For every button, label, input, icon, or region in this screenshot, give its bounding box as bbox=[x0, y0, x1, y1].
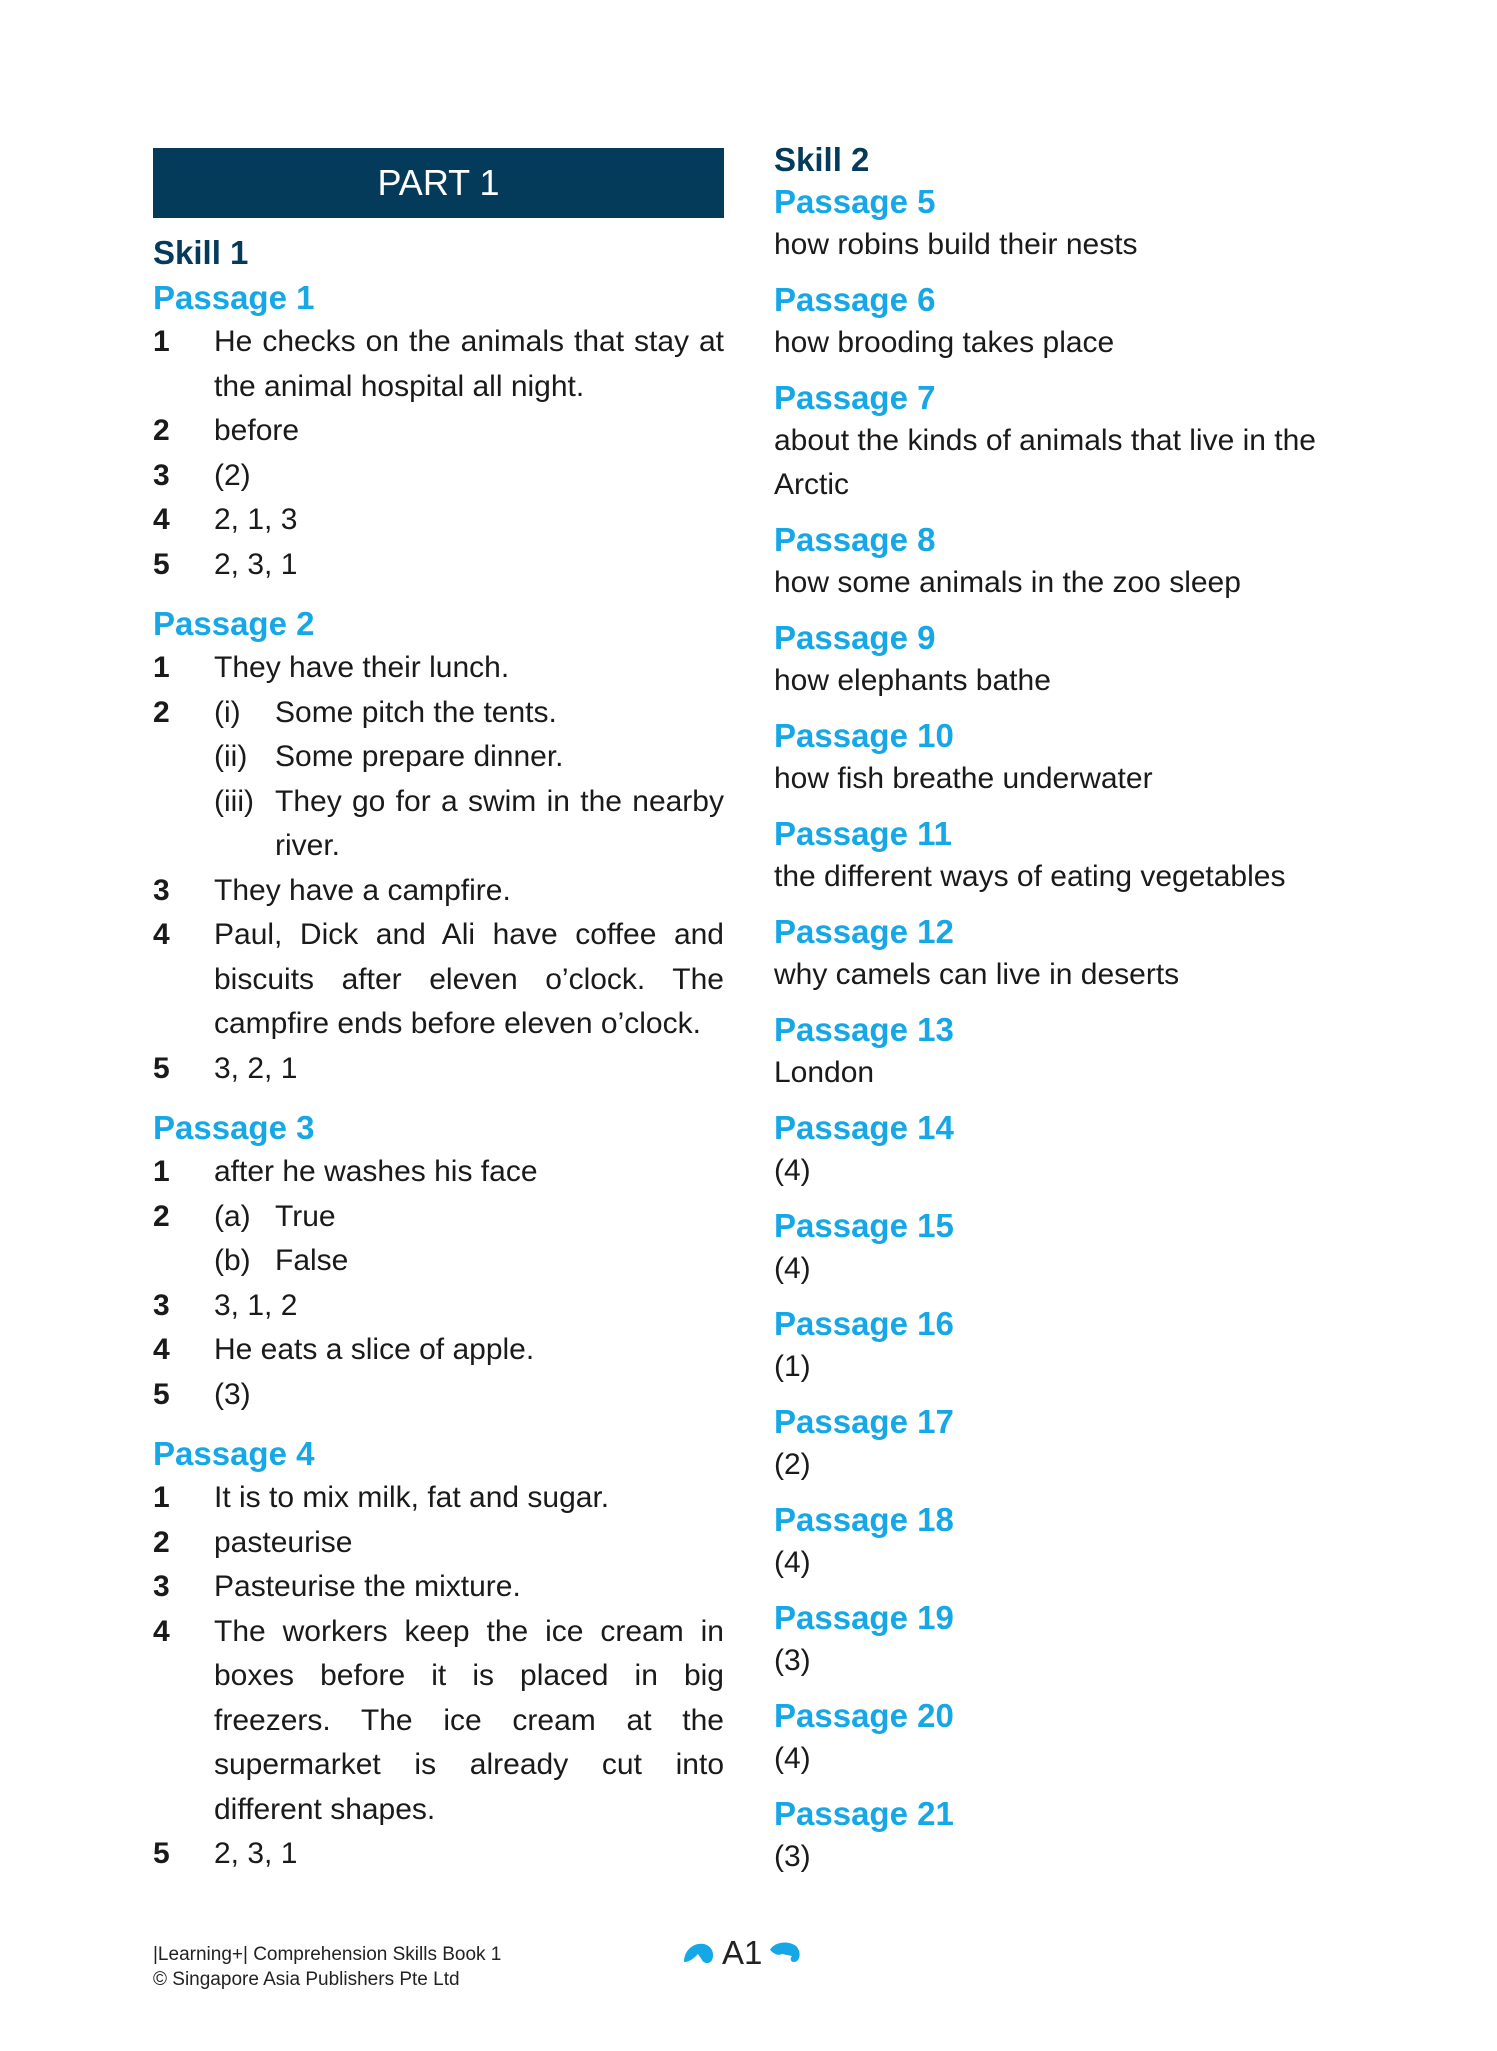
answer-item bbox=[153, 1284, 724, 1329]
answer-number: 5 bbox=[153, 547, 170, 581]
answer-text: 2, 3, 1 bbox=[214, 547, 298, 581]
answer-number: 2 bbox=[153, 1525, 170, 1559]
sub-label: (a) bbox=[214, 1199, 251, 1233]
answer-item bbox=[153, 869, 724, 914]
answer-text: 2, 3, 1 bbox=[214, 1837, 298, 1870]
sub-label: (ii) bbox=[214, 740, 248, 773]
answer-number: 1 bbox=[153, 651, 170, 684]
answer-item bbox=[153, 454, 724, 499]
passage-heading: Passage 2 bbox=[153, 604, 315, 642]
answer-text: 3, 1, 2 bbox=[214, 1288, 298, 1322]
passage-heading: Passage 16 bbox=[774, 1305, 954, 1342]
passage-block bbox=[774, 911, 1374, 997]
answer-text: It is to mix milk, fat and sugar. bbox=[214, 1481, 610, 1514]
answer-item bbox=[153, 913, 724, 1047]
passage-heading: Passage 15 bbox=[774, 1207, 954, 1244]
passage-heading: Passage 6 bbox=[774, 281, 936, 318]
fish-icon bbox=[768, 1940, 802, 1966]
footer bbox=[153, 1942, 501, 1992]
answer-item bbox=[153, 1610, 724, 1833]
passage-block bbox=[774, 1303, 1374, 1389]
answer-text: He checks on the animals that stay at the animal hospital all night. bbox=[214, 325, 724, 403]
answer-number: 4 bbox=[153, 1333, 170, 1366]
answer-number: 5 bbox=[153, 1051, 170, 1085]
answer-number: 2 bbox=[153, 1199, 170, 1233]
passage-block bbox=[774, 519, 1374, 605]
skill-heading: Skill 1 bbox=[153, 234, 249, 271]
passage-heading: Passage 14 bbox=[774, 1109, 954, 1146]
answer-number: 3 bbox=[153, 458, 170, 492]
answer-text: (2) bbox=[774, 1448, 811, 1481]
answer-text: (4) bbox=[774, 1546, 811, 1579]
answer-item bbox=[153, 691, 724, 869]
passage-block bbox=[774, 1597, 1374, 1683]
sub-answer-text: True bbox=[275, 1199, 336, 1233]
answer-text: (3) bbox=[774, 1644, 811, 1677]
passage-block bbox=[153, 276, 724, 588]
answer-text: Paul, Dick and Ali have coffee and biscuits after eleven o’clock. The campfire ends before eleven o’clock. bbox=[214, 918, 724, 1040]
passage-block bbox=[774, 1695, 1374, 1781]
passage-block bbox=[774, 279, 1374, 365]
answer-text: (4) bbox=[774, 1252, 811, 1285]
answer-text: They have their lunch. bbox=[214, 651, 510, 684]
answer-text: (4) bbox=[774, 1742, 811, 1775]
passage-heading: Passage 8 bbox=[774, 521, 936, 558]
answer-number: 4 bbox=[153, 918, 170, 951]
sub-answer bbox=[214, 735, 724, 780]
sub-label: (b) bbox=[214, 1244, 251, 1277]
sub-answer bbox=[214, 780, 724, 869]
answer-text: after he washes his face bbox=[214, 1155, 538, 1188]
answer-number: 1 bbox=[153, 1155, 170, 1188]
passage-heading: Passage 21 bbox=[774, 1795, 954, 1832]
answer-number: 4 bbox=[153, 503, 170, 536]
answer-item bbox=[153, 543, 724, 588]
left-column bbox=[153, 231, 724, 1891]
answer-text: (4) bbox=[774, 1154, 811, 1187]
answer-text: how brooding takes place bbox=[774, 326, 1115, 359]
passage-heading: Passage 10 bbox=[774, 717, 954, 754]
answer-text: London bbox=[774, 1056, 875, 1089]
sub-answer bbox=[214, 691, 724, 736]
passage-block bbox=[774, 1793, 1374, 1879]
sub-answer-text: Some pitch the tents. bbox=[275, 695, 557, 729]
page-number: A1 bbox=[722, 1934, 763, 1971]
answer-text: (2) bbox=[214, 458, 251, 492]
passage-heading: Passage 18 bbox=[774, 1501, 954, 1538]
answer-number: 5 bbox=[153, 1837, 170, 1870]
sub-label: (iii) bbox=[214, 784, 254, 818]
sub-answer-text: They go for a swim in the nearby river. bbox=[275, 784, 724, 862]
right-column bbox=[774, 139, 1374, 1891]
answer-number: 3 bbox=[153, 873, 170, 907]
passage-block bbox=[774, 715, 1374, 801]
answer-item bbox=[153, 1521, 724, 1566]
answer-item bbox=[153, 1832, 724, 1877]
answer-text: The workers keep the ice cream in boxes before it is placed in big freezers. The ice cream at the supermarket is already cut into different shapes. bbox=[214, 1614, 724, 1826]
answer-number: 4 bbox=[153, 1614, 170, 1648]
answer-item bbox=[153, 320, 724, 409]
answer-item bbox=[153, 1373, 724, 1418]
passage-heading: Passage 12 bbox=[774, 913, 954, 950]
answer-number: 2 bbox=[153, 414, 170, 447]
answer-number: 5 bbox=[153, 1377, 170, 1411]
answer-text: (3) bbox=[774, 1840, 811, 1873]
answer-text: before bbox=[214, 414, 300, 447]
answer-number: 1 bbox=[153, 1481, 170, 1514]
passage-heading: Passage 17 bbox=[774, 1403, 954, 1440]
answer-text: (3) bbox=[214, 1377, 251, 1411]
answer-item bbox=[153, 1328, 724, 1373]
sub-answer bbox=[214, 1239, 724, 1284]
book-title: |Learning+| Comprehension Skills Book 1 bbox=[153, 1944, 502, 1965]
answer-text: how fish breathe underwater bbox=[774, 762, 1153, 795]
answer-text: how elephants bathe bbox=[774, 664, 1051, 697]
passage-heading: Passage 7 bbox=[774, 379, 936, 416]
passage-block bbox=[774, 1499, 1374, 1585]
sub-answer bbox=[214, 1195, 724, 1240]
passage-block bbox=[153, 1106, 724, 1418]
sub-answer-text: Some prepare dinner. bbox=[275, 740, 564, 773]
passage-block bbox=[774, 617, 1374, 703]
answer-text: how robins build their nests bbox=[774, 228, 1138, 261]
part-banner: PART 1 bbox=[153, 148, 724, 218]
fish-icon bbox=[682, 1940, 716, 1966]
passage-heading: Passage 1 bbox=[153, 278, 315, 316]
passage-heading: Passage 9 bbox=[774, 619, 936, 656]
answer-item bbox=[153, 498, 724, 543]
answer-text: They have a campfire. bbox=[214, 873, 511, 907]
answer-text: pasteurise bbox=[214, 1525, 353, 1559]
answer-text: how some animals in the zoo sleep bbox=[774, 566, 1241, 599]
answer-text: why camels can live in deserts bbox=[774, 958, 1180, 991]
passage-block bbox=[774, 1205, 1374, 1291]
answer-number: 2 bbox=[153, 695, 170, 729]
answer-text: 3, 2, 1 bbox=[214, 1051, 298, 1085]
answer-number: 1 bbox=[153, 325, 170, 358]
answer-item bbox=[153, 1047, 724, 1092]
answer-item bbox=[153, 1565, 724, 1610]
passage-heading: Passage 5 bbox=[774, 183, 936, 220]
passage-heading: Passage 4 bbox=[153, 1434, 315, 1472]
passage-heading: Passage 11 bbox=[774, 815, 952, 852]
passage-heading: Passage 20 bbox=[774, 1697, 954, 1734]
passage-block bbox=[774, 1401, 1374, 1487]
answer-item bbox=[153, 409, 724, 454]
passage-block bbox=[774, 1107, 1374, 1193]
passage-block bbox=[774, 813, 1374, 899]
answer-number: 3 bbox=[153, 1570, 170, 1603]
passage-block bbox=[153, 1432, 724, 1877]
skill-heading: Skill 2 bbox=[774, 141, 870, 178]
passage-heading: Passage 3 bbox=[153, 1108, 315, 1146]
answer-item bbox=[153, 1195, 724, 1284]
answer-text: about the kinds of animals that live in the Arctic bbox=[774, 424, 1316, 501]
answer-item bbox=[153, 1150, 724, 1195]
page-number-area bbox=[682, 1933, 802, 1973]
answer-text: (1) bbox=[774, 1350, 811, 1383]
answer-text: 2, 1, 3 bbox=[214, 503, 298, 536]
answer-text: He eats a slice of apple. bbox=[214, 1333, 535, 1366]
passage-block bbox=[774, 1009, 1374, 1095]
copyright: © Singapore Asia Publishers Pte Ltd bbox=[153, 1969, 460, 1990]
sub-answer-text: False bbox=[275, 1244, 349, 1277]
passage-block bbox=[774, 181, 1374, 267]
passage-block bbox=[774, 377, 1374, 507]
passage-block bbox=[153, 602, 724, 1092]
passage-heading: Passage 19 bbox=[774, 1599, 954, 1636]
answer-text: the different ways of eating vegetables bbox=[774, 860, 1286, 893]
answer-item bbox=[153, 646, 724, 691]
sub-label: (i) bbox=[214, 695, 241, 729]
answer-item bbox=[153, 1476, 724, 1521]
answer-text: Pasteurise the mixture. bbox=[214, 1570, 521, 1603]
answer-number: 3 bbox=[153, 1288, 170, 1322]
passage-heading: Passage 13 bbox=[774, 1011, 954, 1048]
